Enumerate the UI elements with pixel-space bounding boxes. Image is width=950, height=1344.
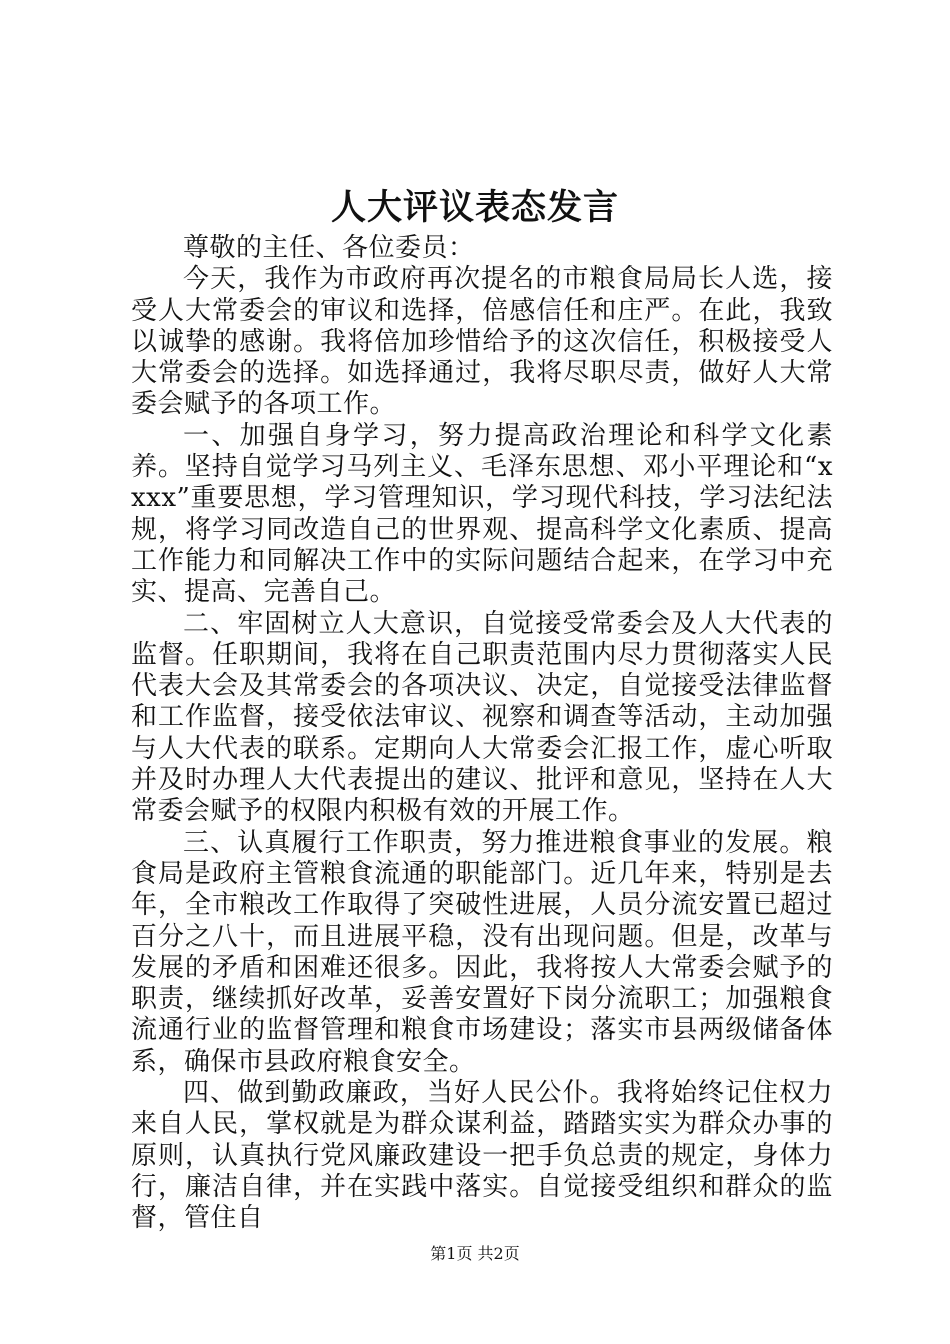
section-three-paragraph: 三、认真履行工作职责，努力推进粮食事业的发展。粮食局是政府主管粮食流通的职能部门。近几年来，特别是去年，全市粮改工作取得了突破性进展，人员分流安置已超过百分之八十，而且进展平稳，没有出现问题。但是，改革与发展的矛盾和困难还很多。因此，我将按人大常委会赋予的职责，继续抓好改革，妥善安置好下岗分流职工；加强粮食流通行业的监督管理和粮食市场建设；落实市县两级储备体系，确保市县政府粮食安全。: [131, 827, 833, 1077]
section-one-paragraph: 一、加强自身学习，努力提高政治理论和科学文化素养。坚持自觉学习马列主义、毛泽东思想、邓小平理论和“xxxx”重要思想，学习管理知识，学习现代科技，学习法纪法规，将学习同改造自己的世界观、提高科学文化素质、提高工作能力和同解决工作中的实际问题结合起来，在学习中充实、提高、完善自己。: [131, 420, 833, 608]
document-title: 人大评议表态发言: [330, 187, 619, 228]
page-number-footer: 第1页 共2页: [430, 1244, 520, 1263]
section-four-paragraph: 四、做到勤政廉政，当好人民公仆。我将始终记住权力来自人民，掌权就是为群众谋利益，踏踏实实为群众办事的原则，认真执行党风廉政建设一把手负总责的规定，身体力行，廉洁自律，并在实践中落实。自觉接受组织和群众的监督，管住自: [131, 1078, 833, 1234]
section-two-paragraph: 二、牢固树立人大意识，自觉接受常委会及人大代表的监督。任职期间，我将在自己职责范围内尽力贯彻落实人民代表大会及其常委会的各项决议、决定，自觉接受法律监督和工作监督，接受依法审议、视察和调查等活动，主动加强与人大代表的联系。定期向人大常委会汇报工作，虚心听取并及时办理人大代表提出的建议、批评和意见，坚持在人大常委会赋予的权限内积极有效的开展工作。: [131, 608, 833, 827]
document-body: [131, 233, 833, 1235]
intro-paragraph: 今天，我作为市政府再次提名的市粮食局局长人选，接受人大常委会的审议和选择，倍感信任和庄严。在此，我致以诚挚的感谢。我将倍加珍惜给予的这次信任，积极接受人大常委会的选择。如选择通过，我将尽职尽责，做好人大常委会赋予的各项工作。: [131, 264, 833, 420]
salutation-paragraph: 尊敬的主任、各位委员：: [183, 233, 475, 263]
